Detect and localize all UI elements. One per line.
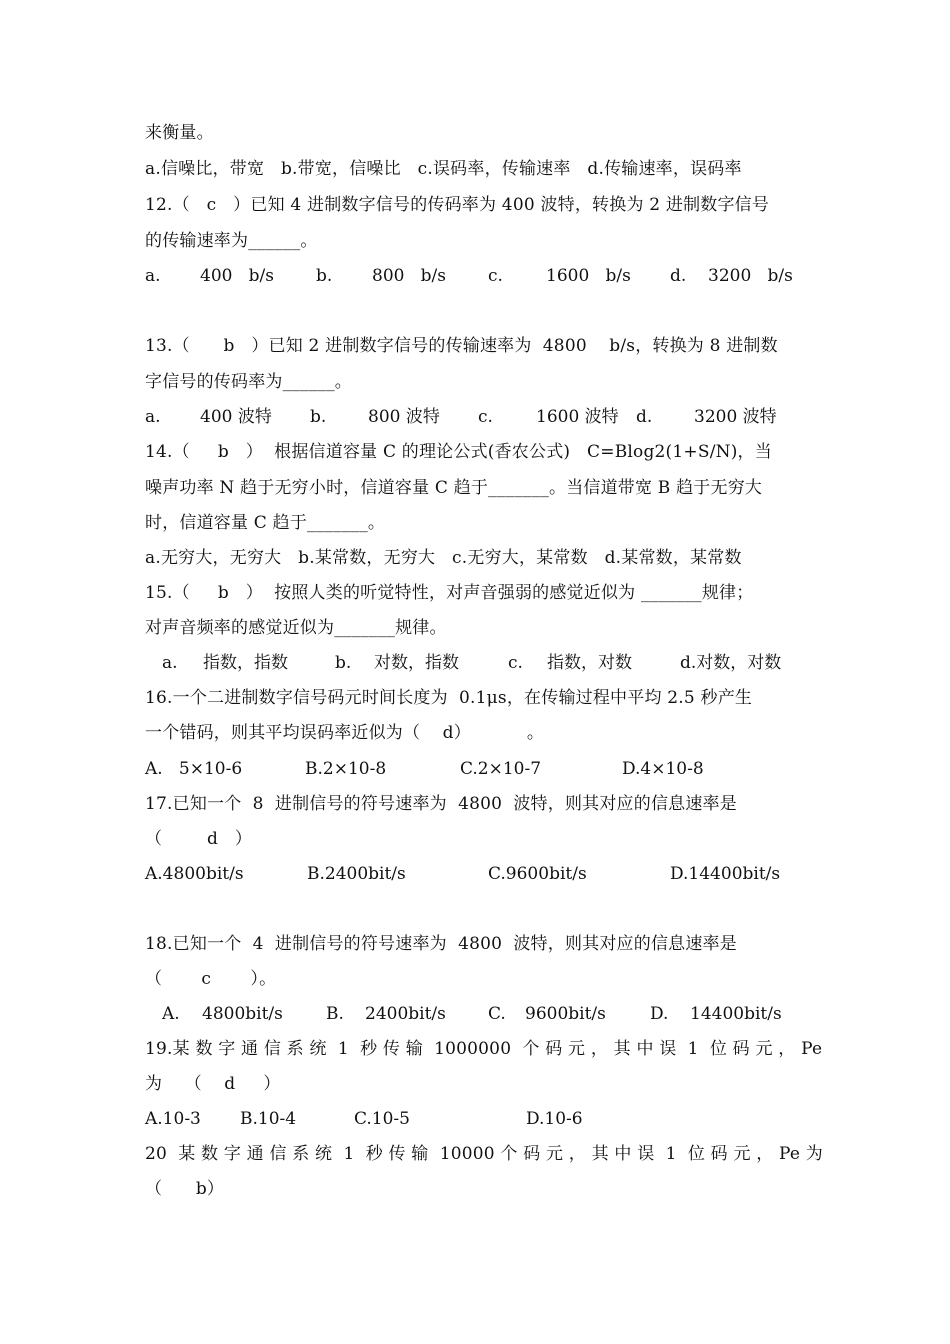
option-label: C. (488, 1004, 506, 1024)
option-value: 1600 波特 (536, 407, 619, 427)
question-12: 12.（ c ）已知 4 进制数字信号的传码率为 400 波特，转换为 2 进制数字信号 (145, 195, 770, 215)
option-value: 3200 b/s (708, 266, 793, 286)
option-label: a. (162, 653, 178, 673)
options-q11: a.信噪比，带宽 b.带宽，信噪比 c.误码率，传输速率 d.传输速率，误码率 (145, 159, 742, 179)
option-label: d. (636, 407, 653, 427)
option-value: 9600bit/s (525, 1004, 606, 1024)
question-18-cont: （ c ）。 (145, 969, 277, 989)
option-value: 14400bit/s (690, 1004, 782, 1024)
option-c: C.9600bit/s (488, 864, 587, 884)
question-20-cont: （ b） (145, 1179, 225, 1199)
text-line: 来衡量。 (145, 123, 214, 143)
option-b: B.10-4 (240, 1109, 297, 1129)
option-a: A.4800bit/s (145, 864, 244, 884)
option-d: D.14400bit/s (670, 864, 781, 884)
option-b: B.2×10-8 (305, 759, 387, 779)
option-label: b. (316, 266, 333, 286)
option-value: 400 b/s (200, 266, 274, 286)
option-label: c. (478, 407, 493, 427)
option-a: A. 5×10-6 (145, 759, 243, 779)
option-value: 指数，对数 (547, 653, 632, 673)
option-value: 800 b/s (372, 266, 446, 286)
question-13: 13.（ b ）已知 2 进制数字信号的传输速率为 4800 b/s，转换为 8 进制数 (145, 336, 778, 356)
option-value: 400 波特 (200, 407, 272, 427)
option-d: D.10-6 (526, 1109, 583, 1129)
option-value: 800 波特 (368, 407, 440, 427)
option-label: c. (488, 266, 503, 286)
option-label: b. (335, 653, 352, 673)
options-q14: a.无穷大，无穷大 b.某常数，无穷大 c.无穷大，某常数 d.某常数，某常数 (145, 548, 742, 568)
option-c: C.2×10-7 (460, 759, 542, 779)
option-a: A.10-3 (145, 1109, 201, 1129)
option-d: D.4×10-8 (622, 759, 704, 779)
option-value: 3200 波特 (694, 407, 777, 427)
option-value: 4800bit/s (202, 1004, 283, 1024)
option-value: 2400bit/s (365, 1004, 446, 1024)
question-14-cont: 时，信道容量 C 趋于_______。 (145, 513, 386, 533)
question-20: 20 某 数 字 通 信 系 统 1 秒 传 输 10000 个 码 元 ， 其 中 误 1 位 码 元 ， Pe 为 (145, 1144, 823, 1164)
option-label: b. (310, 407, 327, 427)
option-value: 指数，指数 (203, 653, 288, 673)
question-13-cont: 字信号的传码率为______。 (145, 372, 352, 392)
question-16-cont: 一个错码，则其平均误码率近似为（ d） 。 (145, 723, 545, 743)
question-14-cont: 噪声功率 N 趋于无穷小时，信道容量 C 趋于_______。当信道带宽 B 趋于无穷大 (145, 478, 763, 498)
option-value: 对数，指数 (374, 653, 459, 673)
option-label: A. (162, 1004, 180, 1024)
option-label: a. (145, 266, 161, 286)
question-19: 19.某 数 字 通 信 系 统 1 秒 传 输 1000000 个 码 元 ， 其 中 误 1 位 码 元 ， Pe (145, 1039, 823, 1059)
question-15-cont: 对声音频率的感觉近似为_______规律。 (145, 618, 447, 638)
question-16: 16.一个二进制数字信号码元时间长度为 0.1μs，在传输过程中平均 2.5 秒产生 (145, 688, 753, 708)
question-17: 17.已知一个 8 进制信号的符号速率为 4800 波特，则其对应的信息速率是 (145, 794, 737, 814)
option-value: 1600 b/s (546, 266, 631, 286)
option-label: d. (670, 266, 687, 286)
option-label: B. (326, 1004, 344, 1024)
option-value: d.对数，对数 (680, 653, 782, 673)
option-b: B.2400bit/s (307, 864, 406, 884)
question-14: 14.（ b ） 根据信道容量 C 的理论公式(香农公式) C=Blog2(1+S/N)，当 (145, 442, 772, 462)
question-15: 15.（ b ） 按照人类的听觉特性，对声音强弱的感觉近似为 _______规律； (145, 583, 754, 603)
option-c: C.10-5 (354, 1109, 410, 1129)
option-label: c. (508, 653, 523, 673)
option-label: a. (145, 407, 161, 427)
question-19-cont: 为 （ d ） (145, 1074, 281, 1094)
question-18: 18.已知一个 4 进制信号的符号速率为 4800 波特，则其对应的信息速率是 (145, 934, 737, 954)
option-label: D. (650, 1004, 669, 1024)
question-12-cont: 的传输速率为______。 (145, 231, 318, 251)
question-17-cont: （ d ） (145, 829, 253, 849)
